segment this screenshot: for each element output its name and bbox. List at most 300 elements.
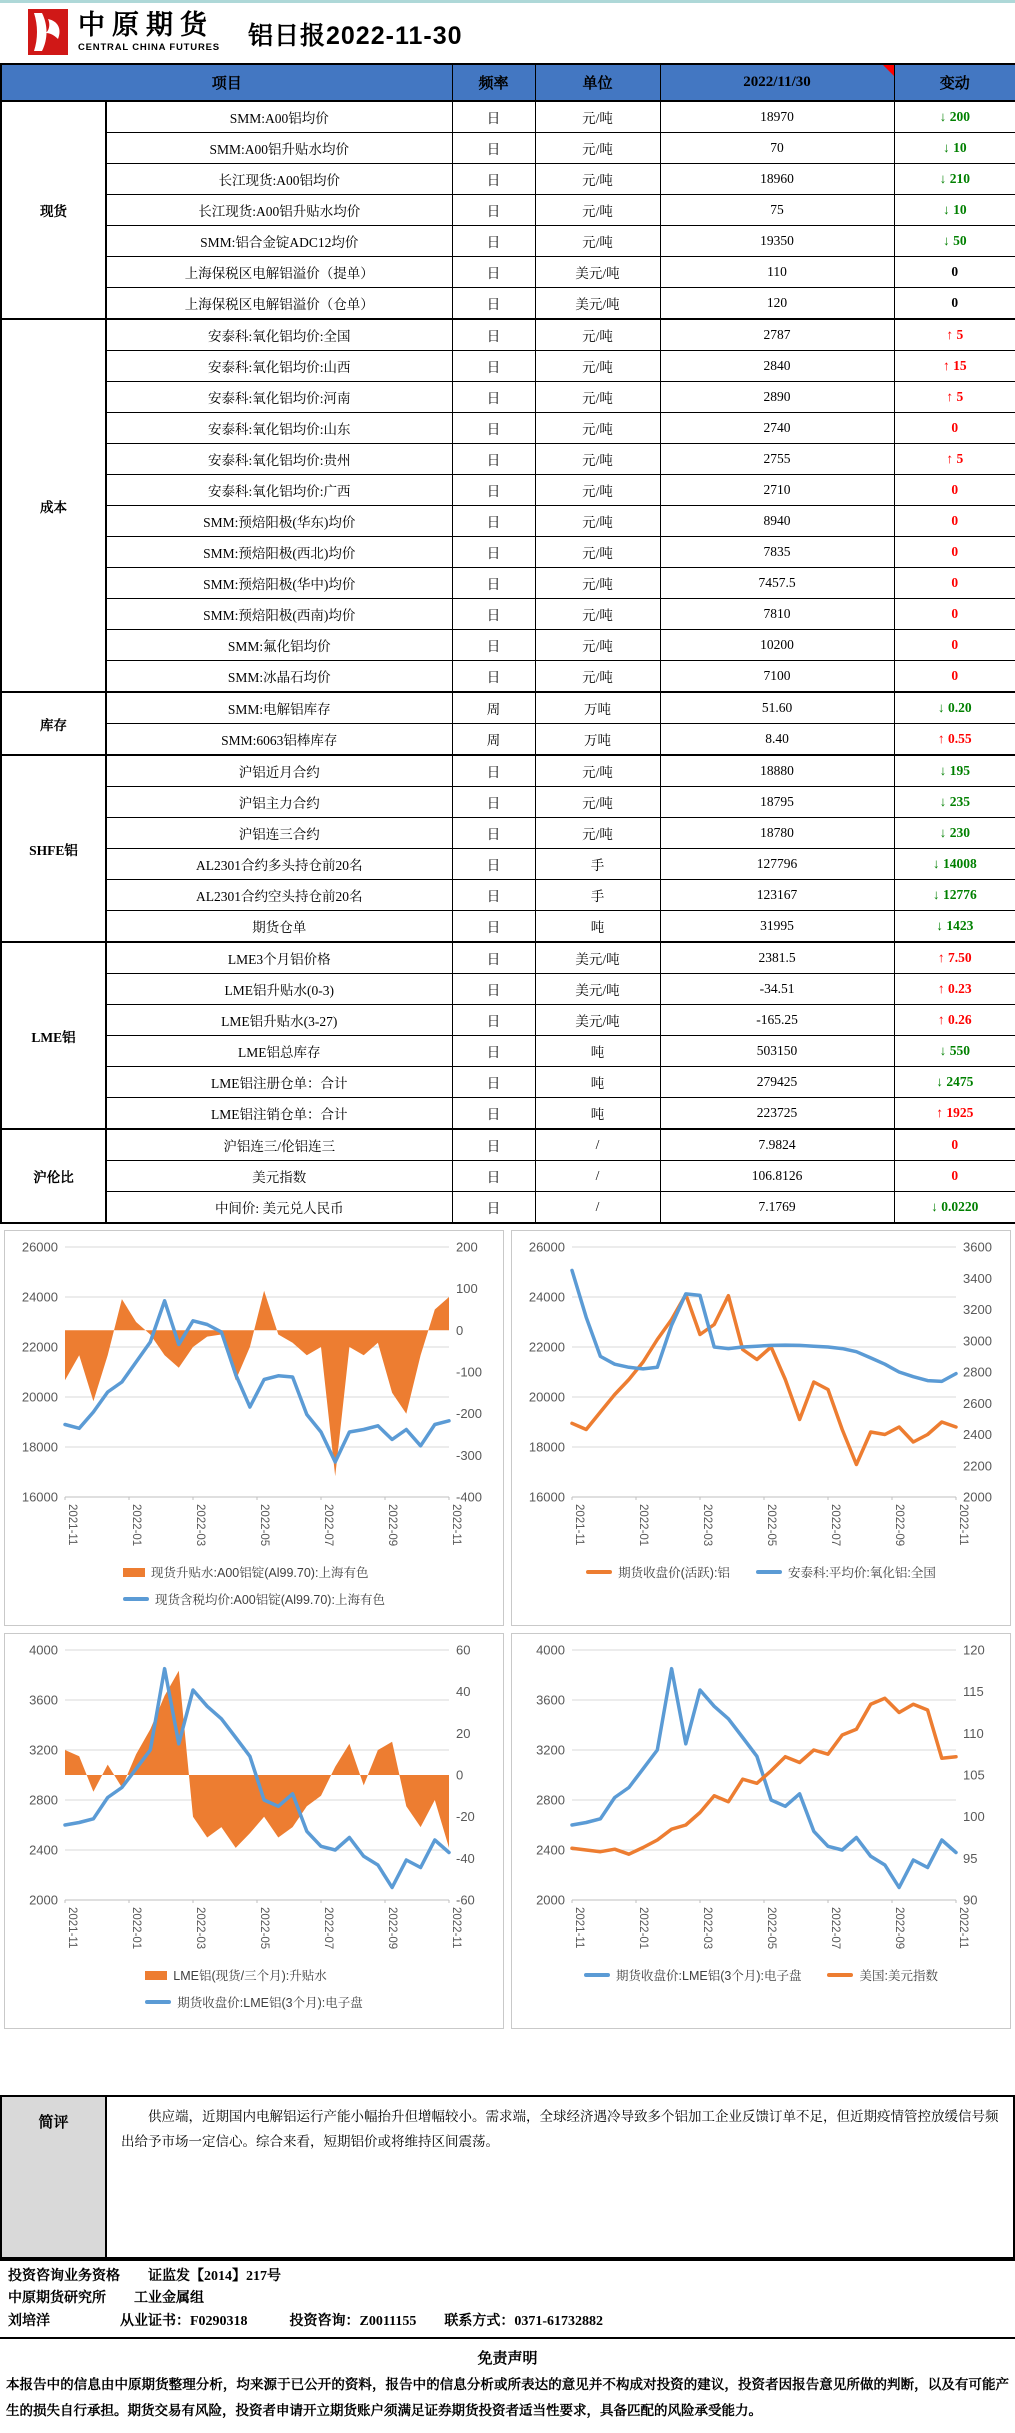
item-cell: SMM:A00铝升贴水均价 [106, 133, 452, 164]
svg-text:-200: -200 [456, 1406, 483, 1422]
value-cell: -165.25 [660, 1005, 894, 1036]
unit-cell: 美元/吨 [535, 942, 660, 974]
unit-cell: / [535, 1161, 660, 1192]
svg-text:2022-07: 2022-07 [829, 1504, 841, 1547]
change-cell: ↓ 1423 [894, 911, 1015, 943]
value-cell: -34.51 [660, 974, 894, 1005]
change-cell: 0 [894, 599, 1015, 630]
value-cell: 51.60 [660, 692, 894, 724]
change-cell: ↓ 195 [894, 755, 1015, 787]
value-cell: 7.9824 [660, 1129, 894, 1161]
freq-cell: 日 [452, 257, 535, 288]
value-cell: 106.8126 [660, 1161, 894, 1192]
column-header-date: 2022/11/30 [660, 64, 894, 101]
table-row [1, 568, 1015, 599]
item-cell: LME铝升贴水(3-27) [106, 1005, 452, 1036]
svg-text:18000: 18000 [528, 1439, 565, 1455]
svg-text:0: 0 [456, 1322, 464, 1338]
item-cell: SMM:预焙阳极(华东)均价 [106, 506, 452, 537]
freq-cell: 日 [452, 382, 535, 413]
freq-cell: 日 [452, 351, 535, 382]
svg-text:3200: 3200 [536, 1742, 565, 1758]
svg-text:2022-01: 2022-01 [637, 1907, 649, 1950]
item-cell: 沪铝连三合约 [106, 818, 452, 849]
value-cell: 18780 [660, 818, 894, 849]
value-cell: 7810 [660, 599, 894, 630]
table-row [1, 599, 1015, 630]
brand-name-cn: 中原期货 [78, 9, 214, 40]
chart-lme-vs-dxy [511, 1633, 1011, 2029]
svg-text:2022-05: 2022-05 [765, 1907, 777, 1950]
freq-cell: 日 [452, 911, 535, 943]
change-cell: 0 [894, 506, 1015, 537]
change-cell: 0 [894, 568, 1015, 599]
change-cell: ↓ 10 [894, 195, 1015, 226]
legend-swatch [145, 2000, 171, 2004]
svg-text:95: 95 [963, 1850, 978, 1866]
table-row [1, 226, 1015, 257]
freq-cell: 日 [452, 1129, 535, 1161]
change-cell: ↑ 0.55 [894, 724, 1015, 756]
item-cell: 上海保税区电解铝溢价（提单） [106, 257, 452, 288]
unit-cell: 美元/吨 [535, 974, 660, 1005]
price-table-body [1, 101, 1015, 1223]
freq-cell: 日 [452, 599, 535, 630]
commentary-section [0, 2095, 1015, 2259]
table-row [1, 1036, 1015, 1067]
svg-text:24000: 24000 [528, 1289, 565, 1305]
value-cell: 123167 [660, 880, 894, 911]
svg-text:2022-03: 2022-03 [194, 1907, 206, 1950]
item-cell: AL2301合约多头持仓前20名 [106, 849, 452, 880]
unit-cell: 万吨 [535, 692, 660, 724]
legend-item [123, 1563, 368, 1581]
legend-label: 期货收盘价:LME铝(3个月):电子盘 [177, 1996, 363, 2010]
unit-cell: 美元/吨 [535, 288, 660, 320]
chart-legend [512, 1563, 1010, 1581]
svg-text:2022-09: 2022-09 [893, 1504, 905, 1547]
freq-cell: 日 [452, 661, 535, 693]
category-cell: 沪伦比 [1, 1129, 106, 1223]
qualification-line: 投资咨询业务资格 证监发【2014】217号 [8, 2269, 281, 2284]
item-cell: SMM:预焙阳极(西南)均价 [106, 599, 452, 630]
change-cell: ↓ 14008 [894, 849, 1015, 880]
svg-text:2400: 2400 [963, 1427, 992, 1442]
item-cell: LME铝注销仓单：合计 [106, 1098, 452, 1130]
svg-text:2022-05: 2022-05 [765, 1504, 777, 1547]
value-cell: 7457.5 [660, 568, 894, 599]
svg-text:18000: 18000 [21, 1439, 58, 1455]
freq-cell: 日 [452, 413, 535, 444]
item-cell: SMM:6063铝棒库存 [106, 724, 452, 756]
svg-text:100: 100 [963, 1809, 985, 1825]
svg-text:60: 60 [456, 1642, 471, 1658]
unit-cell: 吨 [535, 1036, 660, 1067]
freq-cell: 日 [452, 444, 535, 475]
chart-canvas [512, 1634, 1012, 1964]
svg-text:4000: 4000 [536, 1642, 565, 1658]
item-cell: 沪铝连三/伦铝连三 [106, 1129, 452, 1161]
unit-cell: 元/吨 [535, 787, 660, 818]
change-cell: ↓ 200 [894, 101, 1015, 133]
table-row [1, 1067, 1015, 1098]
value-cell: 2840 [660, 351, 894, 382]
legend-item [584, 1966, 801, 1984]
disclaimer-body: 本报告中的信息由中原期货整理分析，均来源于已公开的资料，报告中的信息分析或所表达的意见并不构成对投资的建议，投资者因报告意见所做的判断，以及有可能产生的损失自行承担。期货交易有风险，投资者申请开立期货账户须满足证券期货投资者适当性要求，具备匹配的风险承受能力。 [6, 2377, 1009, 2418]
freq-cell: 周 [452, 692, 535, 724]
freq-cell: 日 [452, 1067, 535, 1098]
table-row [1, 444, 1015, 475]
chart-lme-premium [4, 1633, 504, 2029]
unit-cell: 元/吨 [535, 413, 660, 444]
legend-swatch [123, 1597, 149, 1601]
svg-text:2021-11: 2021-11 [66, 1907, 78, 1949]
table-row [1, 849, 1015, 880]
freq-cell: 日 [452, 1005, 535, 1036]
svg-text:2021-11: 2021-11 [66, 1504, 78, 1546]
column-header-freq: 频率 [452, 64, 535, 101]
item-cell: 沪铝主力合约 [106, 787, 452, 818]
freq-cell: 日 [452, 568, 535, 599]
unit-cell: 美元/吨 [535, 257, 660, 288]
freq-cell: 日 [452, 1192, 535, 1224]
table-row [1, 288, 1015, 320]
legend-item [145, 1966, 326, 1984]
contact-info-section [0, 2259, 1015, 2337]
svg-text:2022-05: 2022-05 [258, 1907, 270, 1950]
unit-cell: 手 [535, 849, 660, 880]
legend-swatch [827, 1973, 853, 1977]
item-cell: LME3个月铝价格 [106, 942, 452, 974]
value-cell: 7100 [660, 661, 894, 693]
item-cell: 期货仓单 [106, 911, 452, 943]
legend-label: 现货含税均价:A00铝锭(Al99.70):上海有色 [155, 1593, 385, 1607]
legend-item [123, 1590, 385, 1608]
price-table-header [1, 64, 1015, 101]
item-cell: AL2301合约空头持仓前20名 [106, 880, 452, 911]
svg-text:2000: 2000 [963, 1489, 992, 1505]
chart-legend [145, 1966, 362, 2011]
svg-text:2800: 2800 [536, 1792, 565, 1808]
category-cell: 成本 [1, 319, 106, 692]
unit-cell: / [535, 1129, 660, 1161]
change-cell: 0 [894, 1129, 1015, 1161]
svg-text:2022-01: 2022-01 [130, 1504, 142, 1547]
item-cell: SMM:铝合金锭ADC12均价 [106, 226, 452, 257]
legend-label: 期货收盘价:LME铝(3个月):电子盘 [616, 1969, 802, 1983]
freq-cell: 日 [452, 1036, 535, 1067]
legend-swatch [123, 1568, 145, 1577]
table-row [1, 133, 1015, 164]
svg-text:26000: 26000 [21, 1239, 58, 1255]
value-cell: 120 [660, 288, 894, 320]
table-row [1, 661, 1015, 693]
table-row [1, 319, 1015, 351]
value-cell: 10200 [660, 630, 894, 661]
svg-text:22000: 22000 [21, 1339, 58, 1355]
svg-text:3200: 3200 [29, 1742, 58, 1758]
svg-text:24000: 24000 [21, 1289, 58, 1305]
legend-item [586, 1563, 730, 1581]
freq-cell: 日 [452, 755, 535, 787]
commentary-label: 简评 [2, 2097, 107, 2257]
change-cell: ↑ 0.23 [894, 974, 1015, 1005]
svg-text:2022-11: 2022-11 [450, 1504, 462, 1546]
table-row [1, 1129, 1015, 1161]
unit-cell: 吨 [535, 1067, 660, 1098]
freq-cell: 日 [452, 475, 535, 506]
svg-text:2022-01: 2022-01 [637, 1504, 649, 1547]
change-cell: ↑ 5 [894, 319, 1015, 351]
value-cell: 110 [660, 257, 894, 288]
item-cell: 安泰科:氧化铝均价:山东 [106, 413, 452, 444]
unit-cell: 元/吨 [535, 630, 660, 661]
unit-cell: 吨 [535, 911, 660, 943]
value-cell: 127796 [660, 849, 894, 880]
legend-item [145, 1993, 362, 2011]
svg-text:105: 105 [963, 1767, 985, 1783]
item-cell: 中间价: 美元兑人民币 [106, 1192, 452, 1224]
change-cell: ↑ 15 [894, 351, 1015, 382]
table-row [1, 351, 1015, 382]
unit-cell: 元/吨 [535, 101, 660, 133]
change-cell: 0 [894, 475, 1015, 506]
table-row [1, 475, 1015, 506]
legend-item [756, 1563, 936, 1581]
change-cell: 0 [894, 257, 1015, 288]
table-row [1, 911, 1015, 943]
svg-text:2022-03: 2022-03 [194, 1504, 206, 1547]
legend-label: 现货升贴水:A00铝锭(Al99.70):上海有色 [151, 1566, 369, 1580]
change-cell: ↑ 7.50 [894, 942, 1015, 974]
value-cell: 31995 [660, 911, 894, 943]
svg-text:-20: -20 [456, 1809, 475, 1825]
table-row [1, 1098, 1015, 1130]
table-row [1, 195, 1015, 226]
svg-text:2022-03: 2022-03 [701, 1907, 713, 1950]
item-cell: LME铝总库存 [106, 1036, 452, 1067]
charts-grid [0, 1224, 1015, 2029]
item-cell: 安泰科:氧化铝均价:广西 [106, 475, 452, 506]
svg-text:90: 90 [963, 1892, 978, 1908]
table-row [1, 787, 1015, 818]
analyst-line: 刘培洋 从业证书：F0290318 投资咨询：Z0011155 联系方式：0371-61732882 [8, 2313, 604, 2329]
item-cell: SMM:电解铝库存 [106, 692, 452, 724]
legend-label: 期货收盘价(活跃):铝 [618, 1566, 730, 1580]
table-row [1, 630, 1015, 661]
item-cell: SMM:冰晶石均价 [106, 661, 452, 693]
unit-cell: 元/吨 [535, 475, 660, 506]
item-cell: LME铝升贴水(0-3) [106, 974, 452, 1005]
legend-label: LME铝(现货/三个月):升贴水 [173, 1969, 327, 1983]
table-row [1, 724, 1015, 756]
change-cell: ↓ 0.20 [894, 692, 1015, 724]
freq-cell: 日 [452, 880, 535, 911]
svg-text:110: 110 [963, 1725, 984, 1741]
freq-cell: 日 [452, 288, 535, 320]
change-cell: ↑ 5 [894, 444, 1015, 475]
table-row [1, 413, 1015, 444]
change-cell: ↑ 1925 [894, 1098, 1015, 1130]
unit-cell: 元/吨 [535, 226, 660, 257]
report-header [0, 3, 1015, 63]
value-cell: 70 [660, 133, 894, 164]
svg-text:-40: -40 [456, 1850, 475, 1866]
unit-cell: 万吨 [535, 724, 660, 756]
svg-text:100: 100 [456, 1281, 478, 1297]
price-table [0, 63, 1015, 1224]
category-cell: 现货 [1, 101, 106, 319]
disclaimer-section [0, 2337, 1015, 2433]
change-cell: ↓ 50 [894, 226, 1015, 257]
change-cell: ↑ 0.26 [894, 1005, 1015, 1036]
unit-cell: 元/吨 [535, 195, 660, 226]
svg-text:2022-03: 2022-03 [701, 1504, 713, 1547]
change-cell: ↓ 550 [894, 1036, 1015, 1067]
page-title: 铝日报2022-11-30 [248, 22, 463, 50]
item-cell: SMM:氟化铝均价 [106, 630, 452, 661]
svg-text:-100: -100 [456, 1364, 483, 1380]
freq-cell: 日 [452, 195, 535, 226]
svg-text:-60: -60 [456, 1892, 475, 1908]
svg-text:120: 120 [963, 1642, 985, 1658]
legend-swatch [145, 1971, 167, 1980]
disclaimer-title: 免责声明 [477, 2351, 538, 2368]
change-cell: ↓ 230 [894, 818, 1015, 849]
svg-text:20000: 20000 [528, 1389, 565, 1405]
commentary-text: 供应端，近期国内电解铝运行产能小幅抬升但增幅较小。需求端，全球经济遇冷导致多个铝加工企业反馈订单不足，但近期疫情管控放缓信号频出给予市场一定信心。综合来看，短期铝价或将维持区间震荡。 [121, 2109, 999, 2149]
item-cell: 上海保税区电解铝溢价（仓单） [106, 288, 452, 320]
company-logo [28, 9, 220, 55]
table-row [1, 942, 1015, 974]
value-cell: 19350 [660, 226, 894, 257]
freq-cell: 日 [452, 506, 535, 537]
unit-cell: 元/吨 [535, 818, 660, 849]
unit-cell: 元/吨 [535, 444, 660, 475]
unit-cell: 元/吨 [535, 537, 660, 568]
category-cell: 库存 [1, 692, 106, 755]
unit-cell: 元/吨 [535, 755, 660, 787]
value-cell: 18795 [660, 787, 894, 818]
svg-text:2022-11: 2022-11 [450, 1907, 462, 1949]
unit-cell: 元/吨 [535, 382, 660, 413]
svg-text:3400: 3400 [963, 1270, 992, 1286]
brand-name-en: CENTRAL CHINA FUTURES [78, 41, 220, 53]
freq-cell: 日 [452, 974, 535, 1005]
svg-text:3000: 3000 [963, 1333, 992, 1349]
svg-text:2022-01: 2022-01 [130, 1907, 142, 1950]
svg-text:40: 40 [456, 1684, 471, 1700]
item-cell: 沪铝近月合约 [106, 755, 452, 787]
svg-text:2022-07: 2022-07 [322, 1504, 334, 1547]
svg-text:2022-11: 2022-11 [957, 1504, 969, 1546]
value-cell: 7835 [660, 537, 894, 568]
column-header-change: 变动 [894, 64, 1015, 101]
change-cell: ↓ 235 [894, 787, 1015, 818]
svg-text:3600: 3600 [963, 1239, 992, 1255]
table-row [1, 1005, 1015, 1036]
item-cell: 安泰科:氧化铝均价:河南 [106, 382, 452, 413]
table-row [1, 818, 1015, 849]
svg-text:2022-05: 2022-05 [258, 1504, 270, 1547]
unit-cell: 元/吨 [535, 319, 660, 351]
legend-label: 美国:美元指数 [859, 1969, 938, 1983]
change-cell: ↓ 12776 [894, 880, 1015, 911]
value-cell: 2890 [660, 382, 894, 413]
value-cell: 279425 [660, 1067, 894, 1098]
item-cell: 长江现货:A00铝升贴水均价 [106, 195, 452, 226]
value-cell: 18970 [660, 101, 894, 133]
chart-canvas [512, 1231, 1012, 1561]
unit-cell: / [535, 1192, 660, 1224]
svg-text:3200: 3200 [963, 1302, 992, 1317]
chart-spot-price-premium [4, 1230, 504, 1626]
svg-text:2800: 2800 [963, 1364, 992, 1380]
item-cell: 长江现货:A00铝均价 [106, 164, 452, 195]
change-cell: ↑ 5 [894, 382, 1015, 413]
chart-canvas [5, 1634, 505, 1964]
value-cell: 75 [660, 195, 894, 226]
table-row [1, 974, 1015, 1005]
table-row [1, 537, 1015, 568]
logo-icon [28, 9, 68, 55]
unit-cell: 手 [535, 880, 660, 911]
value-cell: 8940 [660, 506, 894, 537]
svg-text:2400: 2400 [29, 1842, 58, 1858]
value-cell: 503150 [660, 1036, 894, 1067]
category-cell: LME铝 [1, 942, 106, 1129]
freq-cell: 日 [452, 818, 535, 849]
table-row [1, 164, 1015, 195]
svg-text:16000: 16000 [528, 1489, 565, 1505]
svg-text:2800: 2800 [29, 1792, 58, 1808]
freq-cell: 日 [452, 1161, 535, 1192]
svg-text:200: 200 [456, 1239, 478, 1255]
department-line: 中原期货研究所 工业金属组 [8, 2291, 204, 2307]
legend-item [827, 1966, 937, 1984]
table-row [1, 257, 1015, 288]
change-cell: ↓ 210 [894, 164, 1015, 195]
freq-cell: 周 [452, 724, 535, 756]
freq-cell: 日 [452, 226, 535, 257]
svg-text:2000: 2000 [536, 1892, 565, 1908]
freq-cell: 日 [452, 630, 535, 661]
svg-text:3600: 3600 [536, 1692, 565, 1708]
legend-label: 安泰科:平均价:氧化铝:全国 [787, 1566, 936, 1580]
item-cell: 安泰科:氧化铝均价:贵州 [106, 444, 452, 475]
change-cell: ↓ 10 [894, 133, 1015, 164]
freq-cell: 日 [452, 849, 535, 880]
table-row [1, 755, 1015, 787]
freq-cell: 日 [452, 319, 535, 351]
item-cell: 美元指数 [106, 1161, 452, 1192]
freq-cell: 日 [452, 787, 535, 818]
svg-text:2600: 2600 [963, 1395, 992, 1411]
unit-cell: 元/吨 [535, 506, 660, 537]
svg-text:-300: -300 [456, 1447, 483, 1463]
svg-text:22000: 22000 [528, 1339, 565, 1355]
value-cell: 223725 [660, 1098, 894, 1130]
unit-cell: 元/吨 [535, 133, 660, 164]
change-cell: 0 [894, 537, 1015, 568]
value-cell: 2381.5 [660, 942, 894, 974]
svg-text:2021-11: 2021-11 [573, 1907, 585, 1949]
freq-cell: 日 [452, 101, 535, 133]
svg-text:2022-09: 2022-09 [893, 1907, 905, 1950]
column-header-unit: 单位 [535, 64, 660, 101]
svg-text:3600: 3600 [29, 1692, 58, 1708]
freq-cell: 日 [452, 942, 535, 974]
